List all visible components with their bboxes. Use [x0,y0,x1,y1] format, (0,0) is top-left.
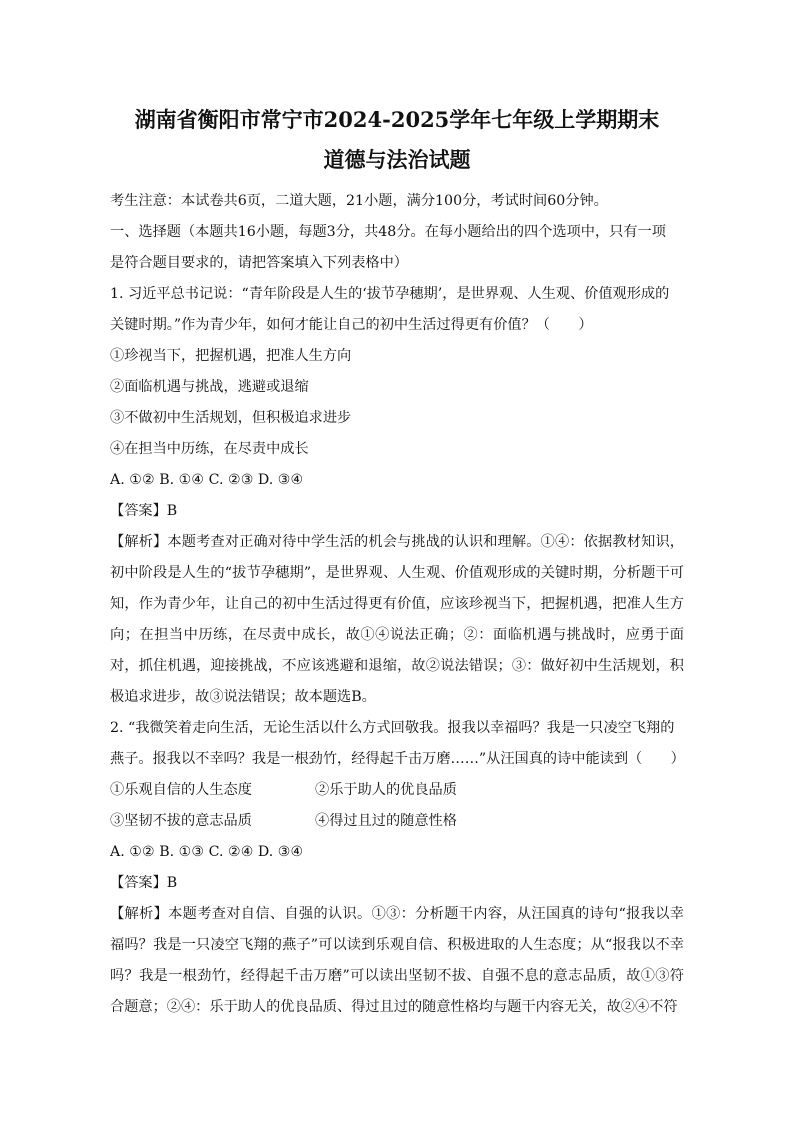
statement-option: ④在担当中历练，在尽责中成长 [110,441,309,457]
answer: 【答案】B [110,503,178,519]
statement-option: ①乐观自信的人生态度 [110,782,252,798]
statement-option: ②乐于助人的优良品质 [315,782,457,798]
question-stem-line2: 燕子。报我以不幸吗？我是一根劲竹，经得起千击万磨……”从汪国真的诗中能读到（ ） [110,751,685,767]
question-2 [110,713,684,1023]
answer-choices: A. ①② B. ①③ C. ②④ D. ③④ [110,844,304,860]
statement-option: ①珍视当下，把握机遇，把准人生方向 [110,348,352,364]
question-stem-line1: 1. 习近平总书记说：“青年阶段是人生的‘拔节孕穗期’，是世界观、人生观、价值观形成的 [110,286,670,302]
question-stem-line2: 关键时期。”作为青少年，如何才能让自己的初中生活过得更有价值？（ ） [110,317,593,333]
question-stem-line1: 2. “我微笑着走向生活，无论生活以什么方式回敬我。报我以幸福吗？我是一只凌空飞翔的 [110,720,675,736]
section-heading-line1: 一、选择题（本题共16小题，每题3分，共48分。在每小题给出的四个选项中，只有一项 [110,224,666,240]
analysis [110,527,684,713]
analysis-label: 【解析】 [110,906,169,922]
question-1 [110,279,684,713]
statement-option: ③不做初中生活规划，但积极追求进步 [110,410,352,426]
statement-row [110,806,684,837]
analysis-label: 【解析】 [110,534,168,550]
statement-option: ②面临机遇与挑战，逃避或退缩 [110,379,309,395]
page-subtitle: 道德与法治试题 [323,147,471,172]
page-title: 湖南省衡阳市常宁市2024-2025学年七年级上学期期末 [134,107,660,132]
analysis-text: 本题考查对自信、自强的认识。①③：分析题干内容，从汪国真的诗句“报我以幸福吗？我是一只凌空飞翔的燕子”可以读到乐观自信、积极进取的人生态度；从“报我以不幸吗？我是一根劲竹，经得起千击万磨”可以读出坚韧不拔、自强不息的意志品质，故①③符合题意；②④：乐于助人的优良品质、得过且过的随意性格均与题干内容无关，故②④不符 [110,906,684,1015]
answer-choices: A. ①② B. ①④ C. ②③ D. ③④ [110,472,304,488]
section-heading-line2: 是符合题目要求的，请把答案填入下列表格中） [110,255,408,271]
analysis [110,899,684,1023]
statement-option: ④得过且过的随意性格 [315,813,457,829]
answer: 【答案】B [110,875,178,891]
statement-row [110,775,684,806]
statement-option: ③坚韧不拔的意志品质 [110,813,252,829]
analysis-text: 本题考查对正确对待中学生活的机会与挑战的认识和理解。①④：依据教材知识，初中阶段是人生的“拔节孕穗期”，是世界观、人生观、价值观形成的关键时期，分析题干可知，作为青少年，让自己的初中生活过得更有价值，应该珍视当下，把握机遇，把准人生方向；在担当中历练，在尽责中成长，故①④说法正确；②：面临机遇与挑战时，应勇于面对，抓住机遇，迎接挑战，不应该逃避和退缩，故②说法错误；③：做好初中生活规划，积极追求进步，故③说法错误；故本题选B。 [110,534,684,705]
exam-notice: 考生注意：本试卷共6页，二道大题，21小题，满分100分，考试时间60分钟。 [110,193,608,209]
